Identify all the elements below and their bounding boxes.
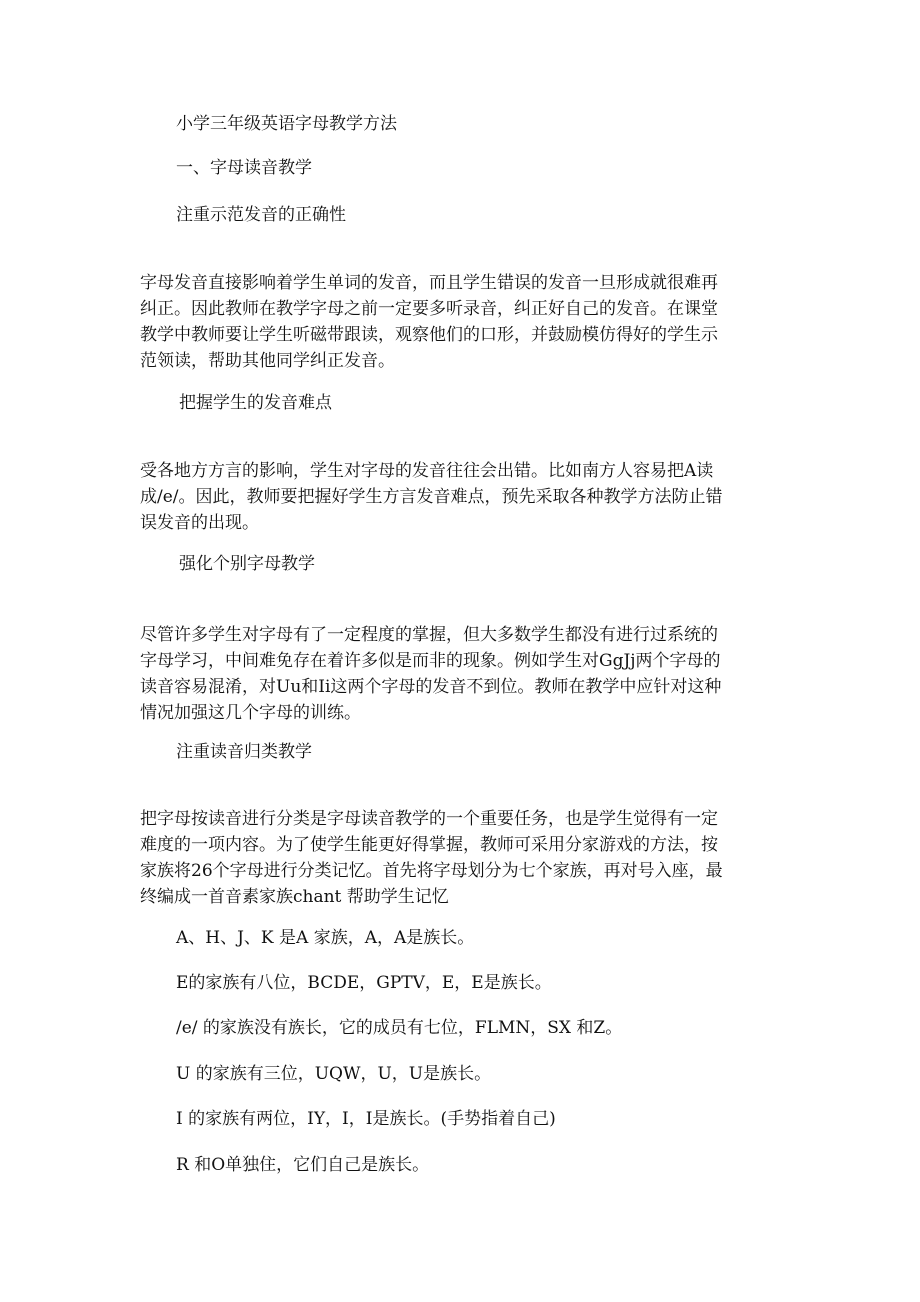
chant-line-2: E的家族有八位，BCDE，GPTV，E，E是族长。 <box>176 973 552 993</box>
paragraph-line: 教学中教师要让学生听磁带跟读，观察他们的口形，并鼓励模仿得好的学生示 <box>140 325 718 345</box>
document-title: 小学三年级英语字母教学方法 <box>176 114 397 134</box>
chant-line-1: A、H、J、K 是A 家族，A，A是族长。 <box>176 928 475 948</box>
paragraph-4 <box>140 806 780 910</box>
chant-line-4: U 的家族有三位，UQW，U，U是族长。 <box>176 1064 492 1084</box>
subheading-1: 注重示范发音的正确性 <box>176 205 346 225</box>
paragraph-line: 把字母按读音进行分类是字母读音教学的一个重要任务，也是学生觉得有一定 <box>140 809 718 829</box>
chant-line-6: R 和O单独住，它们自己是族长。 <box>176 1155 430 1175</box>
paragraph-line: 家族将26个字母进行分类记忆。首先将字母划分为七个家族，再对号入座，最 <box>140 861 723 881</box>
paragraph-line: 字母学习，中间难免存在着许多似是而非的现象。例如学生对GgJj两个字母的 <box>140 651 721 671</box>
paragraph-line: 读音容易混淆，对Uu和Ii这两个字母的发音不到位。教师在教学中应针对这种 <box>140 677 722 697</box>
chant-line-3: /e/ 的家族没有族长，它的成员有七位，FLMN，SX 和Z。 <box>176 1018 623 1038</box>
subheading-4: 注重读音归类教学 <box>176 742 312 762</box>
paragraph-3 <box>140 622 780 726</box>
paragraph-2 <box>140 458 780 536</box>
paragraph-line: 误发音的出现。 <box>140 513 259 533</box>
paragraph-line: 范领读，帮助其他同学纠正发音。 <box>140 351 395 371</box>
paragraph-1 <box>140 270 780 374</box>
paragraph-line: 受各地方方言的影响，学生对字母的发音往往会出错。比如南方人容易把A读 <box>140 461 714 481</box>
paragraph-line: 终编成一首音素家族chant 帮助学生记忆 <box>140 887 449 907</box>
paragraph-line: 字母发音直接影响着学生单词的发音，而且学生错误的发音一旦形成就很难再 <box>140 273 718 293</box>
paragraph-line: 尽管许多学生对字母有了一定程度的掌握，但大多数学生都没有进行过系统的 <box>140 625 718 645</box>
subheading-3: 强化个别字母教学 <box>179 554 315 574</box>
paragraph-line: 情况加强这几个字母的训练。 <box>140 703 361 723</box>
paragraph-line: 纠正。因此教师在教学字母之前一定要多听录音，纠正好自己的发音。在课堂 <box>140 299 718 319</box>
section-heading-1: 一、字母读音教学 <box>176 158 312 178</box>
paragraph-line: 难度的一项内容。为了使学生能更好得掌握，教师可采用分家游戏的方法，按 <box>140 835 718 855</box>
chant-line-5: I 的家族有两位，IY，I，I是族长。(手势指着自己) <box>176 1109 556 1129</box>
subheading-2: 把握学生的发音难点 <box>179 393 332 413</box>
paragraph-line: 成/e/。因此，教师要把握好学生方言发音难点，预先采取各种教学方法防止错 <box>140 487 723 507</box>
